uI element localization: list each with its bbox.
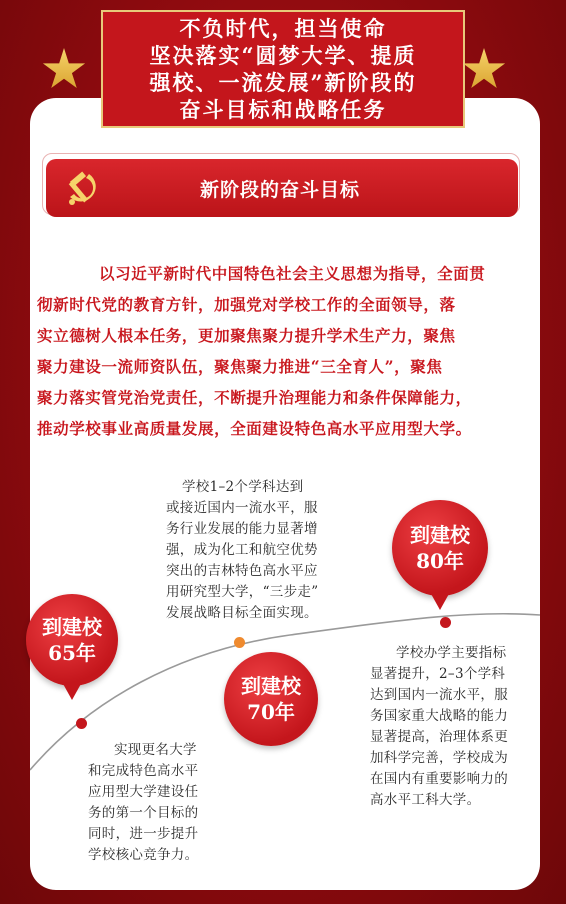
desc-line: 用研究型大学，“三步走” <box>166 584 319 600</box>
desc-line: 务的第一个目标的 <box>88 805 199 821</box>
section-title: 新阶段的奋斗目标 <box>199 178 360 201</box>
milestone-label: 到建校 <box>42 615 102 639</box>
timeline-dot-65 <box>76 718 87 729</box>
desc-line: 突出的吉林特色高水平应 <box>166 563 318 579</box>
section-header <box>42 153 518 221</box>
intro-line: 聚力建设一流师资队伍，聚焦聚力推进“三全育人”，聚焦 <box>37 357 443 376</box>
milestone-label: 到建校 <box>410 523 470 547</box>
timeline-dot-70 <box>234 637 245 648</box>
milestone-year: 80年 <box>416 549 464 573</box>
timeline-dot-80 <box>440 617 451 628</box>
desc-line: 强，成为化工和航空优势 <box>166 542 318 558</box>
intro-line: 以习近平新时代中国特色社会主义思想为指导，全面贯 <box>99 264 486 283</box>
desc-line: 显著提升，2–3个学科 <box>370 666 506 682</box>
desc-line: 学校1–2个学科达到 <box>182 479 304 495</box>
desc-line: 和完成特色高水平 <box>88 763 199 779</box>
desc-line: 或接近国内一流水平，服 <box>166 500 318 516</box>
intro-paragraph <box>37 258 516 444</box>
milestone-balloon-65 <box>26 594 118 686</box>
milestone-label: 到建校 <box>241 674 301 698</box>
desc-line: 高水平工科大学。 <box>370 792 481 808</box>
desc-line: 应用型大学建设任 <box>88 784 199 800</box>
intro-line: 彻新时代党的教育方针，加强党对学校工作的全面领导，落 <box>37 295 456 314</box>
desc-line: 达到国内一流水平，服 <box>370 687 508 703</box>
desc-line: 务国家重大战略的能力 <box>370 708 508 724</box>
star-icon-left <box>42 48 86 92</box>
title-line: 奋斗目标和战略任务 <box>179 97 387 122</box>
page-title <box>101 10 465 128</box>
milestone-balloon-80 <box>392 500 488 596</box>
intro-line: 聚力落实管党治党责任，不断提升治理能力和条件保障能力， <box>37 388 472 407</box>
milestone-desc-70 <box>166 477 366 624</box>
desc-line: 学校核心竞争力。 <box>88 847 199 863</box>
star-icon-right <box>462 48 506 92</box>
intro-line: 实立德树人根本任务，更加聚焦聚力提升学术生产力，聚焦 <box>37 326 456 345</box>
intro-line: 推动学校事业高质量发展，全面建设特色高水平应用型大学。 <box>37 419 472 438</box>
desc-line: 加科学完善，学校成为 <box>370 750 508 766</box>
desc-line: 显著提高，治理体系更 <box>370 729 508 745</box>
title-line: 坚决落实“圆梦大学、提质 <box>149 43 417 68</box>
milestone-desc-80 <box>370 643 530 811</box>
desc-line: 学校办学主要指标 <box>396 645 507 661</box>
desc-line: 务行业发展的能力显著增 <box>166 521 318 537</box>
milestone-desc-65 <box>88 740 238 866</box>
desc-line: 发展战略目标全面实现。 <box>166 605 318 621</box>
milestone-year: 65年 <box>48 641 96 665</box>
desc-line: 同时，进一步提升 <box>88 826 199 842</box>
milestone-year: 70年 <box>247 700 295 724</box>
desc-line: 在国内有重要影响力的 <box>370 771 508 787</box>
title-line: 不负时代，担当使命 <box>179 16 387 41</box>
milestone-balloon-70 <box>224 652 318 746</box>
desc-line: 实现更名大学 <box>114 742 197 758</box>
title-line: 强校、一流发展”新阶段的 <box>149 70 417 95</box>
